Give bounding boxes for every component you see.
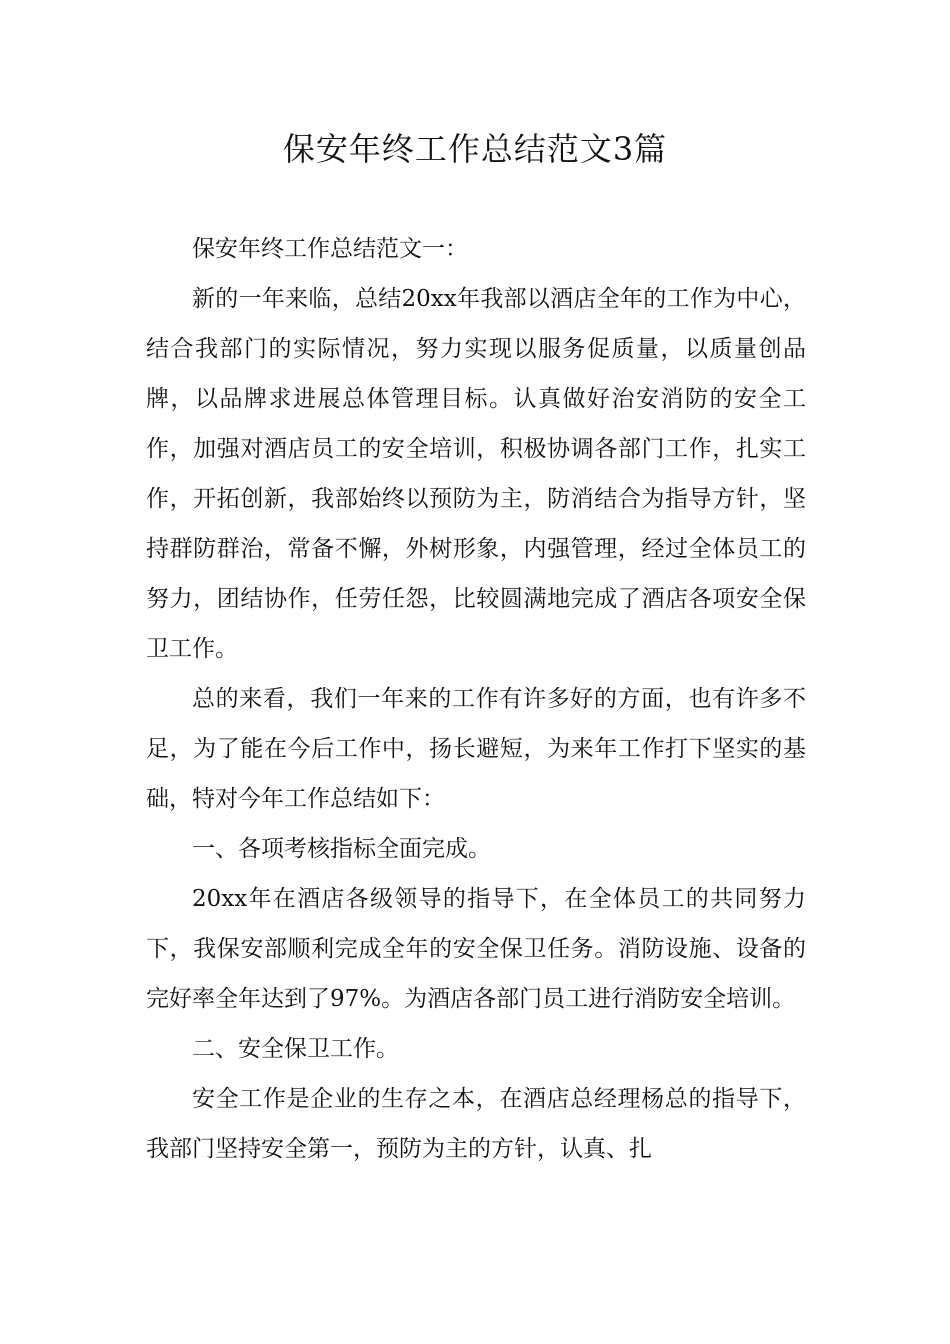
paragraph-section-heading: 保安年终工作总结范文一： bbox=[192, 236, 468, 262]
paragraph-heading-1: 一、各项考核指标全面完成。 bbox=[192, 836, 491, 862]
paragraph-heading-2: 二、安全保卫工作。 bbox=[192, 1036, 399, 1062]
document-title: 保安年终工作总结范文3篇 bbox=[282, 130, 668, 168]
paragraph-security: 安全工作是企业的生存之本，在酒店总经理杨总的指导下，我部门坚持安全第一，预防为主的方针，认真、扎 bbox=[146, 1086, 806, 1162]
document-body bbox=[146, 224, 806, 1174]
paragraph-intro: 新的一年来临，总结20xx年我部以酒店全年的工作为中心，结合我部门的实际情况，努力实现以服务促质量，以质量创品牌，以品牌求进展总体管理目标。认真做好治安消防的安全工作，加强对酒店员工的安全培训，积极协调各部门工作，扎实工作，开拓创新，我部始终以预防为主，防消结合为指导方针，坚持群防群治，常备不懈，外树形象，内强管理，经过全体员工的努力，团结协作，任劳任怨，比较圆满地完成了酒店各项安全保卫工作。 bbox=[146, 286, 806, 662]
paragraph-overview: 总的来看，我们一年来的工作有许多好的方面，也有许多不足，为了能在今后工作中，扬长避短，为来年工作打下坚实的基础，特对今年工作总结如下： bbox=[146, 686, 806, 812]
paragraph-assessment: 20xx年在酒店各级领导的指导下，在全体员工的共同努力下，我保安部顺利完成全年的安全保卫任务。消防设施、设备的完好率全年达到了97%。为酒店各部门员工进行消防安全培训。 bbox=[146, 886, 806, 1012]
